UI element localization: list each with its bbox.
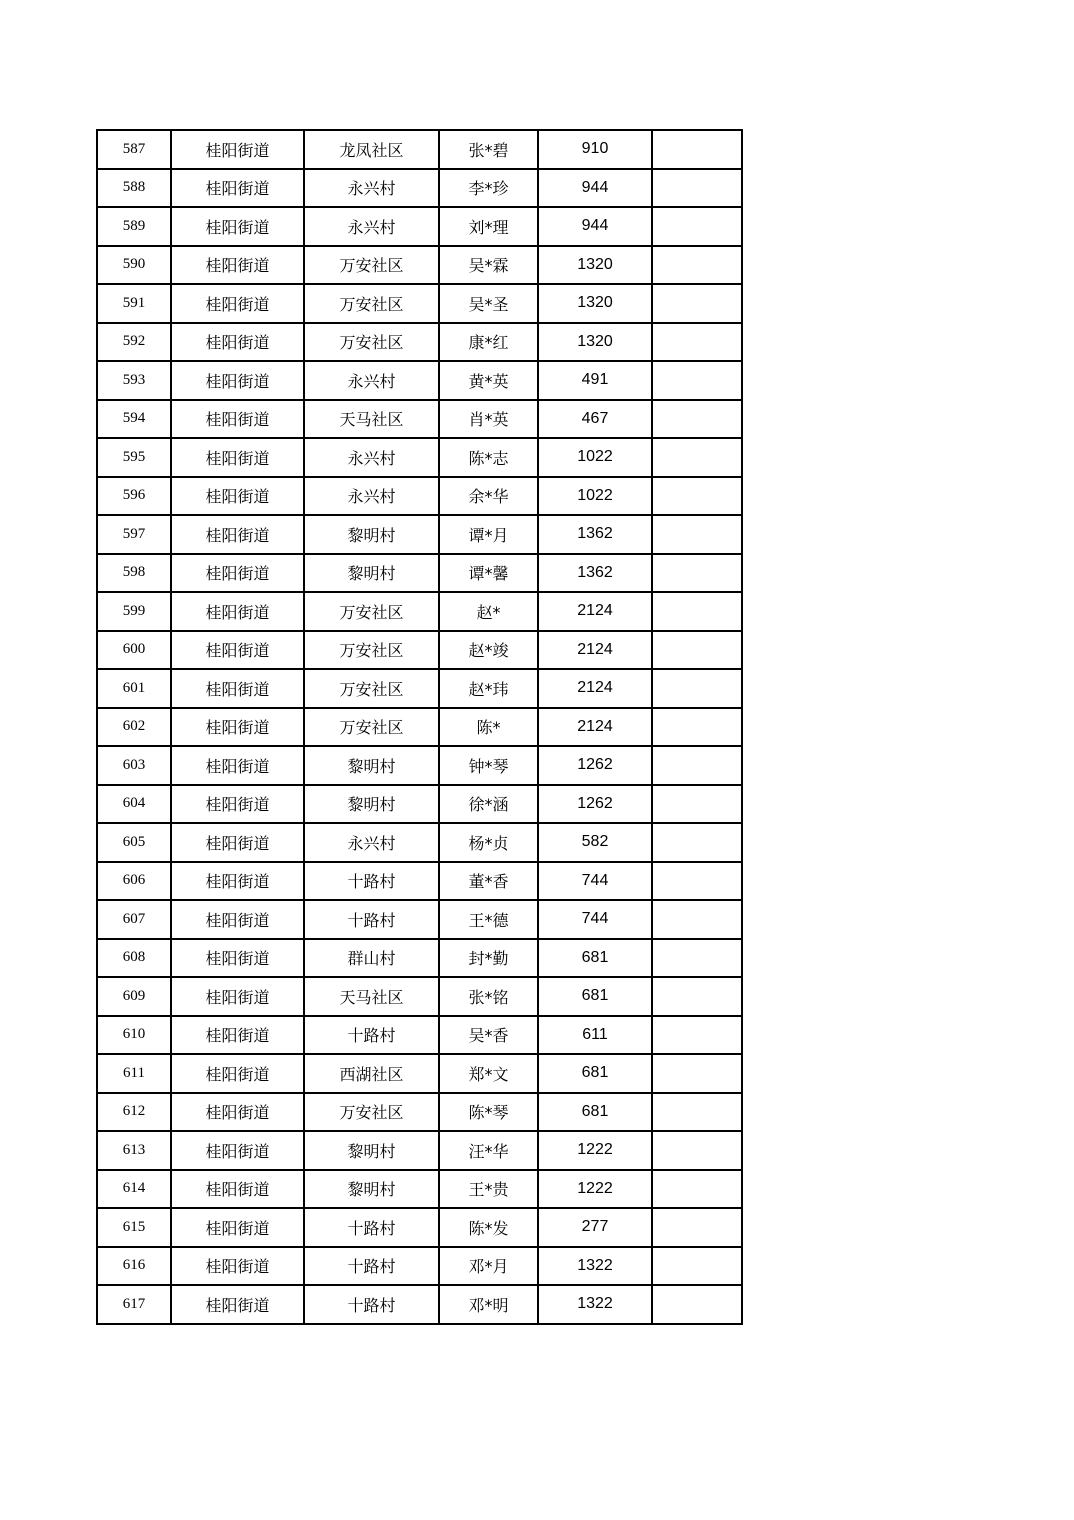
amount-cell: 681 <box>538 1054 652 1093</box>
amount-cell: 1320 <box>538 246 652 285</box>
table-row <box>97 1208 742 1247</box>
row-number-cell: 606 <box>97 862 171 901</box>
table-row <box>97 1131 742 1170</box>
remark-cell <box>652 130 742 169</box>
community-cell: 十路村 <box>304 862 439 901</box>
name-cell: 余*华 <box>439 477 538 516</box>
table-row <box>97 284 742 323</box>
table-row <box>97 977 742 1016</box>
row-number-cell: 604 <box>97 785 171 824</box>
remark-cell <box>652 1170 742 1209</box>
name-cell: 王*贵 <box>439 1170 538 1209</box>
amount-cell: 681 <box>538 939 652 978</box>
row-number-cell: 594 <box>97 400 171 439</box>
remark-cell <box>652 823 742 862</box>
community-cell: 西湖社区 <box>304 1054 439 1093</box>
amount-cell: 2124 <box>538 592 652 631</box>
amount-cell: 2124 <box>538 631 652 670</box>
row-number-cell: 591 <box>97 284 171 323</box>
amount-cell: 1222 <box>538 1131 652 1170</box>
row-number-cell: 611 <box>97 1054 171 1093</box>
remark-cell <box>652 554 742 593</box>
remark-cell <box>652 1247 742 1286</box>
row-number-cell: 612 <box>97 1093 171 1132</box>
table-row <box>97 554 742 593</box>
street-cell: 桂阳街道 <box>171 1016 304 1055</box>
street-cell: 桂阳街道 <box>171 323 304 362</box>
remark-cell <box>652 862 742 901</box>
name-cell: 陈*琴 <box>439 1093 538 1132</box>
table-row <box>97 207 742 246</box>
remark-cell <box>652 900 742 939</box>
row-number-cell: 596 <box>97 477 171 516</box>
row-number-cell: 615 <box>97 1208 171 1247</box>
community-cell: 十路村 <box>304 1247 439 1286</box>
street-cell: 桂阳街道 <box>171 708 304 747</box>
table-row <box>97 477 742 516</box>
row-number-cell: 605 <box>97 823 171 862</box>
roster-table <box>96 129 743 1325</box>
table-row <box>97 1170 742 1209</box>
street-cell: 桂阳街道 <box>171 1208 304 1247</box>
community-cell: 万安社区 <box>304 284 439 323</box>
community-cell: 万安社区 <box>304 1093 439 1132</box>
community-cell: 群山村 <box>304 939 439 978</box>
community-cell: 黎明村 <box>304 785 439 824</box>
name-cell: 杨*贞 <box>439 823 538 862</box>
remark-cell <box>652 708 742 747</box>
remark-cell <box>652 785 742 824</box>
amount-cell: 277 <box>538 1208 652 1247</box>
amount-cell: 744 <box>538 900 652 939</box>
name-cell: 吴*香 <box>439 1016 538 1055</box>
name-cell: 封*勤 <box>439 939 538 978</box>
street-cell: 桂阳街道 <box>171 785 304 824</box>
street-cell: 桂阳街道 <box>171 246 304 285</box>
community-cell: 龙凤社区 <box>304 130 439 169</box>
community-cell: 永兴村 <box>304 361 439 400</box>
amount-cell: 1262 <box>538 785 652 824</box>
remark-cell <box>652 977 742 1016</box>
name-cell: 郑*文 <box>439 1054 538 1093</box>
community-cell: 黎明村 <box>304 554 439 593</box>
table-row <box>97 862 742 901</box>
community-cell: 天马社区 <box>304 977 439 1016</box>
remark-cell <box>652 1131 742 1170</box>
row-number-cell: 613 <box>97 1131 171 1170</box>
street-cell: 桂阳街道 <box>171 361 304 400</box>
community-cell: 黎明村 <box>304 1170 439 1209</box>
amount-cell: 1320 <box>538 284 652 323</box>
amount-cell: 582 <box>538 823 652 862</box>
community-cell: 黎明村 <box>304 515 439 554</box>
community-cell: 万安社区 <box>304 592 439 631</box>
row-number-cell: 589 <box>97 207 171 246</box>
community-cell: 十路村 <box>304 900 439 939</box>
amount-cell: 491 <box>538 361 652 400</box>
amount-cell: 467 <box>538 400 652 439</box>
remark-cell <box>652 400 742 439</box>
remark-cell <box>652 746 742 785</box>
row-number-cell: 601 <box>97 669 171 708</box>
amount-cell: 944 <box>538 207 652 246</box>
row-number-cell: 610 <box>97 1016 171 1055</box>
remark-cell <box>652 169 742 208</box>
street-cell: 桂阳街道 <box>171 400 304 439</box>
row-number-cell: 588 <box>97 169 171 208</box>
amount-cell: 611 <box>538 1016 652 1055</box>
amount-cell: 681 <box>538 1093 652 1132</box>
amount-cell: 2124 <box>538 708 652 747</box>
table-row <box>97 1016 742 1055</box>
remark-cell <box>652 1093 742 1132</box>
community-cell: 十路村 <box>304 1016 439 1055</box>
row-number-cell: 602 <box>97 708 171 747</box>
street-cell: 桂阳街道 <box>171 592 304 631</box>
amount-cell: 944 <box>538 169 652 208</box>
row-number-cell: 614 <box>97 1170 171 1209</box>
name-cell: 陈*发 <box>439 1208 538 1247</box>
street-cell: 桂阳街道 <box>171 900 304 939</box>
remark-cell <box>652 207 742 246</box>
street-cell: 桂阳街道 <box>171 1054 304 1093</box>
table-row <box>97 246 742 285</box>
street-cell: 桂阳街道 <box>171 862 304 901</box>
row-number-cell: 598 <box>97 554 171 593</box>
street-cell: 桂阳街道 <box>171 1285 304 1324</box>
table-row <box>97 823 742 862</box>
table-row <box>97 1093 742 1132</box>
row-number-cell: 607 <box>97 900 171 939</box>
street-cell: 桂阳街道 <box>171 438 304 477</box>
street-cell: 桂阳街道 <box>171 477 304 516</box>
table-row <box>97 900 742 939</box>
community-cell: 永兴村 <box>304 477 439 516</box>
remark-cell <box>652 1016 742 1055</box>
amount-cell: 1322 <box>538 1285 652 1324</box>
name-cell: 王*德 <box>439 900 538 939</box>
street-cell: 桂阳街道 <box>171 515 304 554</box>
amount-cell: 1022 <box>538 438 652 477</box>
community-cell: 永兴村 <box>304 823 439 862</box>
community-cell: 万安社区 <box>304 246 439 285</box>
row-number-cell: 592 <box>97 323 171 362</box>
amount-cell: 681 <box>538 977 652 1016</box>
community-cell: 万安社区 <box>304 631 439 670</box>
table-row <box>97 169 742 208</box>
remark-cell <box>652 1285 742 1324</box>
street-cell: 桂阳街道 <box>171 130 304 169</box>
name-cell: 陈*志 <box>439 438 538 477</box>
name-cell: 汪*华 <box>439 1131 538 1170</box>
remark-cell <box>652 939 742 978</box>
amount-cell: 1262 <box>538 746 652 785</box>
row-number-cell: 593 <box>97 361 171 400</box>
community-cell: 永兴村 <box>304 207 439 246</box>
table-row <box>97 438 742 477</box>
remark-cell <box>652 515 742 554</box>
community-cell: 十路村 <box>304 1208 439 1247</box>
name-cell: 刘*理 <box>439 207 538 246</box>
table-row <box>97 785 742 824</box>
table-row <box>97 746 742 785</box>
name-cell: 赵* <box>439 592 538 631</box>
row-number-cell: 597 <box>97 515 171 554</box>
name-cell: 康*红 <box>439 323 538 362</box>
community-cell: 万安社区 <box>304 669 439 708</box>
name-cell: 徐*涵 <box>439 785 538 824</box>
row-number-cell: 609 <box>97 977 171 1016</box>
remark-cell <box>652 438 742 477</box>
community-cell: 万安社区 <box>304 708 439 747</box>
row-number-cell: 587 <box>97 130 171 169</box>
remark-cell <box>652 477 742 516</box>
table-row <box>97 708 742 747</box>
name-cell: 张*碧 <box>439 130 538 169</box>
remark-cell <box>652 631 742 670</box>
name-cell: 谭*月 <box>439 515 538 554</box>
table-row <box>97 323 742 362</box>
amount-cell: 1022 <box>538 477 652 516</box>
table-row <box>97 361 742 400</box>
street-cell: 桂阳街道 <box>171 939 304 978</box>
amount-cell: 1320 <box>538 323 652 362</box>
community-cell: 黎明村 <box>304 746 439 785</box>
remark-cell <box>652 246 742 285</box>
street-cell: 桂阳街道 <box>171 554 304 593</box>
remark-cell <box>652 361 742 400</box>
street-cell: 桂阳街道 <box>171 207 304 246</box>
table-row <box>97 1054 742 1093</box>
community-cell: 永兴村 <box>304 438 439 477</box>
street-cell: 桂阳街道 <box>171 284 304 323</box>
name-cell: 谭*馨 <box>439 554 538 593</box>
name-cell: 黄*英 <box>439 361 538 400</box>
roster-table-body <box>97 130 742 1324</box>
street-cell: 桂阳街道 <box>171 823 304 862</box>
amount-cell: 2124 <box>538 669 652 708</box>
street-cell: 桂阳街道 <box>171 746 304 785</box>
name-cell: 吴*霖 <box>439 246 538 285</box>
street-cell: 桂阳街道 <box>171 1093 304 1132</box>
row-number-cell: 616 <box>97 1247 171 1286</box>
remark-cell <box>652 284 742 323</box>
row-number-cell: 600 <box>97 631 171 670</box>
street-cell: 桂阳街道 <box>171 977 304 1016</box>
name-cell: 李*珍 <box>439 169 538 208</box>
community-cell: 永兴村 <box>304 169 439 208</box>
amount-cell: 910 <box>538 130 652 169</box>
street-cell: 桂阳街道 <box>171 669 304 708</box>
table-row <box>97 592 742 631</box>
community-cell: 万安社区 <box>304 323 439 362</box>
community-cell: 十路村 <box>304 1285 439 1324</box>
name-cell: 董*香 <box>439 862 538 901</box>
table-row <box>97 515 742 554</box>
name-cell: 邓*明 <box>439 1285 538 1324</box>
table-row <box>97 939 742 978</box>
remark-cell <box>652 669 742 708</box>
street-cell: 桂阳街道 <box>171 169 304 208</box>
amount-cell: 1362 <box>538 554 652 593</box>
remark-cell <box>652 1208 742 1247</box>
street-cell: 桂阳街道 <box>171 1170 304 1209</box>
name-cell: 邓*月 <box>439 1247 538 1286</box>
row-number-cell: 595 <box>97 438 171 477</box>
row-number-cell: 599 <box>97 592 171 631</box>
amount-cell: 744 <box>538 862 652 901</box>
name-cell: 张*铭 <box>439 977 538 1016</box>
table-row <box>97 1285 742 1324</box>
amount-cell: 1322 <box>538 1247 652 1286</box>
table-row <box>97 669 742 708</box>
name-cell: 赵*竣 <box>439 631 538 670</box>
table-row <box>97 130 742 169</box>
table-row <box>97 400 742 439</box>
table-row <box>97 631 742 670</box>
name-cell: 陈* <box>439 708 538 747</box>
remark-cell <box>652 1054 742 1093</box>
row-number-cell: 590 <box>97 246 171 285</box>
street-cell: 桂阳街道 <box>171 631 304 670</box>
row-number-cell: 608 <box>97 939 171 978</box>
row-number-cell: 603 <box>97 746 171 785</box>
amount-cell: 1222 <box>538 1170 652 1209</box>
name-cell: 肖*英 <box>439 400 538 439</box>
name-cell: 吴*圣 <box>439 284 538 323</box>
table-row <box>97 1247 742 1286</box>
amount-cell: 1362 <box>538 515 652 554</box>
remark-cell <box>652 323 742 362</box>
remark-cell <box>652 592 742 631</box>
name-cell: 钟*琴 <box>439 746 538 785</box>
street-cell: 桂阳街道 <box>171 1247 304 1286</box>
row-number-cell: 617 <box>97 1285 171 1324</box>
name-cell: 赵*玮 <box>439 669 538 708</box>
community-cell: 天马社区 <box>304 400 439 439</box>
street-cell: 桂阳街道 <box>171 1131 304 1170</box>
community-cell: 黎明村 <box>304 1131 439 1170</box>
